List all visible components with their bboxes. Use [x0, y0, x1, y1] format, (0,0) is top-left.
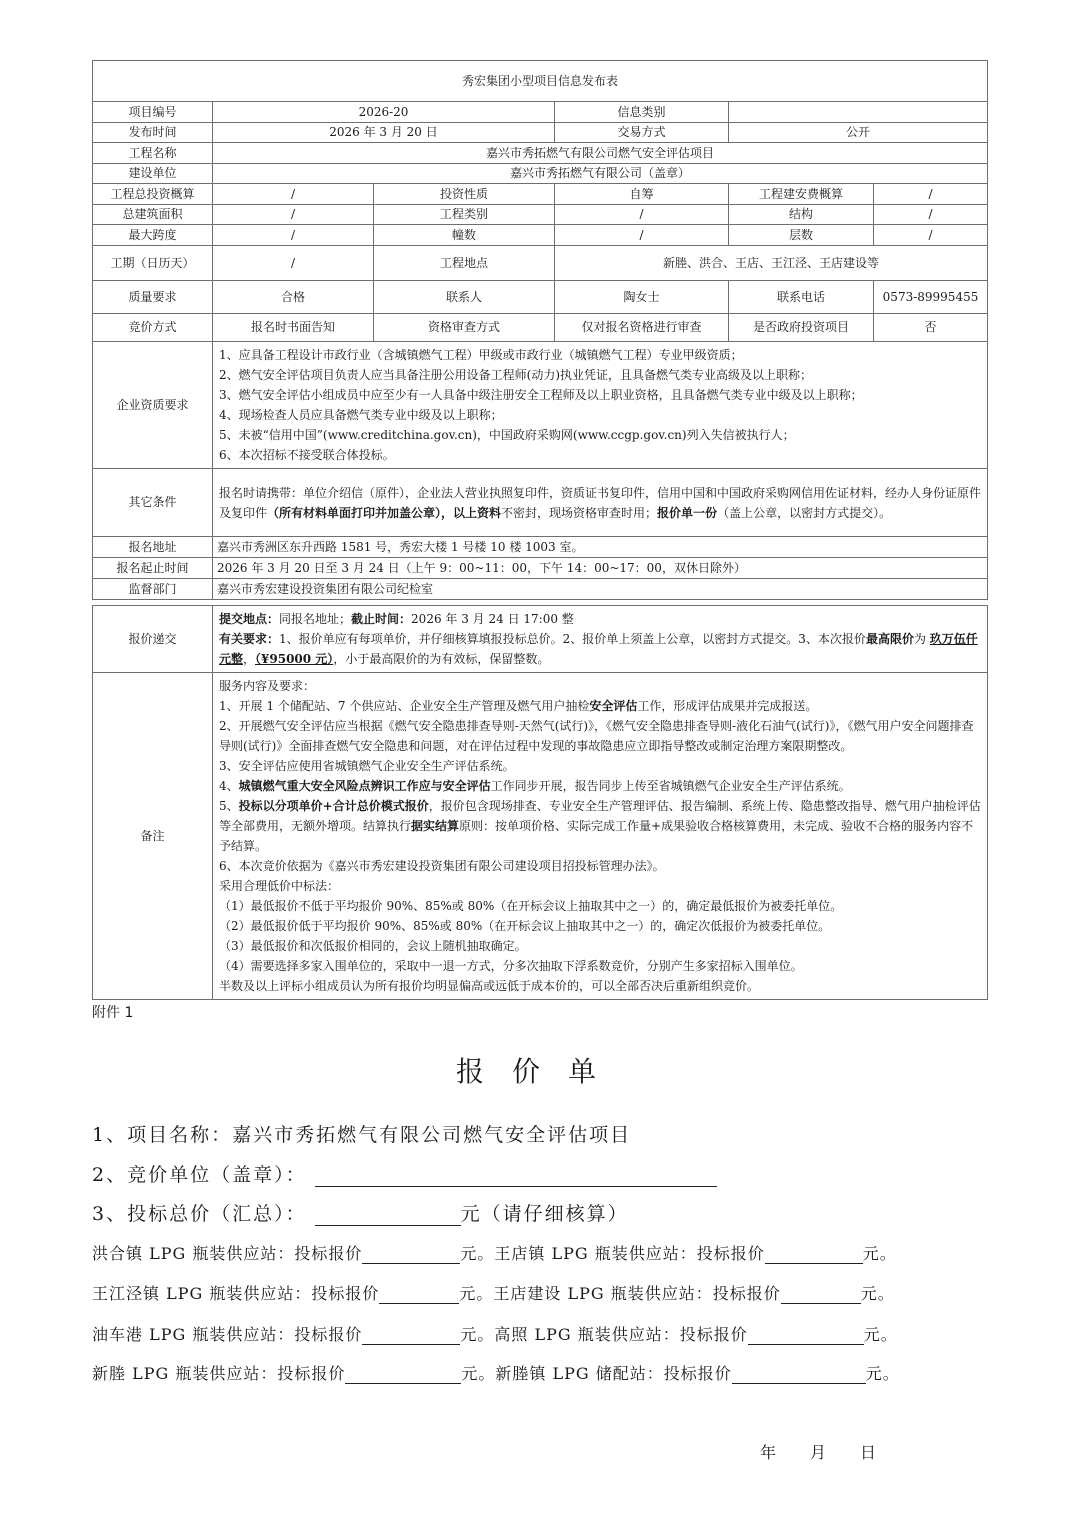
item-bidder: [92, 1160, 717, 1187]
review-label: 资格审查方式: [374, 314, 555, 342]
date-month: 月: [810, 1443, 827, 1462]
item-project-name: 1、项目名称：嘉兴市秀拓燃气有限公司燃气安全评估项目: [92, 1124, 632, 1146]
project-name-label: 工程名称: [93, 143, 213, 164]
qualification-item: 4、现场检查人员应具备燃气类专业中级及以上职称；: [219, 408, 503, 422]
yuan-label: 元。: [860, 1284, 895, 1303]
date-line: [760, 1440, 910, 1463]
date-day: 日: [860, 1443, 877, 1462]
other-text: 报名时请携带：单位介绍信（原件），企业法人营业执照复印件，资质证书复印件，信用中国和中国政府采购网信用佐证材料，经办人身份证原件及复印件: [219, 485, 982, 520]
price-input[interactable]: [379, 1285, 459, 1304]
supervisor-label: 监督部门: [93, 579, 213, 600]
period: /: [213, 246, 374, 281]
floors: /: [874, 225, 988, 246]
place-value: 同报名地址；: [279, 612, 352, 626]
price-label: 投标报价: [311, 1284, 380, 1303]
project-info-table: [92, 60, 988, 600]
station-row: [92, 1241, 897, 1264]
category-label: 工程类别: [374, 205, 555, 225]
period-label: 工期（日历天）: [93, 246, 213, 281]
price-input[interactable]: [781, 1285, 861, 1304]
yuan-label: 元。: [862, 1244, 897, 1263]
item-total-price: [92, 1199, 629, 1226]
max-price-words: 玖万伍仟元整: [219, 632, 978, 666]
qualification-item: 5、未被“信用中国”(www.creditchina.gov.cn)，中国政府采购网(www.ccgp.gov.cn)列入失信被执行人；: [219, 428, 795, 442]
station-name: 王店建设 LPG 瓶装供应站：: [493, 1284, 713, 1303]
contact-label: 联系人: [374, 281, 555, 314]
quality: 合格: [213, 281, 374, 314]
yuan-label: 元。: [460, 1325, 495, 1344]
service-item-5: 5、投标以分项单价+合计总价模式报价，报价包含现场排查、专业安全生产管理评估、报告编制、系统上传、隐患整改指导、燃气用户抽检评估等全部费用，无额外增项。结算执行据实结算原则：按单项价格、实际完成工作量+成果验收合格核算费用，未完成、验收不合格的服务内容不予结算。: [219, 799, 981, 853]
station-name: 新塍 LPG 瓶装供应站：: [92, 1364, 278, 1383]
submit-content: 提交地点：同报名地址；截止时间：2026 年 3 月 24 日 17:00 整 有关要求：1、报价单应有每项单价，并仔细核算填报投标总价。2、报价单上须盖上公章，以密封方式提交。3、本次报价最高限价为 玖万伍仟元整，（¥95000 元），小于最高限价的为有效标，保留整数。: [213, 606, 988, 673]
reg-time: 2026 年 3 月 20 日至 3 月 24 日（上午 9：00~11：00，下午 14：00~17：00，双休日除外）: [213, 558, 988, 579]
station-name: 高照 LPG 瓶装供应站：: [494, 1325, 680, 1344]
remarks-label: 备注: [93, 673, 213, 1000]
buildings-label: 幢数: [374, 225, 555, 246]
other-text: 不密封，现场资格审查时用；: [501, 505, 658, 520]
yuan-label: 元。: [459, 1284, 494, 1303]
project-no: 2026-20: [213, 102, 555, 123]
qualification-list: [213, 342, 988, 469]
info-type: [729, 102, 988, 123]
publish-time-label: 发布时间: [93, 123, 213, 143]
submit-label: 报价递交: [93, 606, 213, 673]
method-item-1: （1）最低报价不低于平均报价 90%、85%或 80%（在开标会议上抽取其中之一）的，确定最低报价为被委托单位。: [219, 899, 843, 913]
yuan-label: 元。: [460, 1244, 495, 1263]
other-conditions: [213, 469, 988, 537]
invest-nature-label: 投资性质: [374, 184, 555, 205]
max-price-pre: 为: [913, 632, 930, 646]
price-input[interactable]: [362, 1326, 460, 1345]
location: 新塍、洪合、王店、王江泾、王店建设等: [555, 246, 988, 281]
qualification-item: 2、燃气安全评估项目负责人应当具备注册公用设备工程师(动力)执业凭证，且具备燃气类专业高级及以上职称；: [219, 368, 813, 382]
structure: /: [874, 205, 988, 225]
floors-label: 层数: [729, 225, 874, 246]
span-label: 最大跨度: [93, 225, 213, 246]
buildings: /: [555, 225, 729, 246]
other-bold: （所有材料单面打印并加盖公章），以上资料: [267, 505, 502, 520]
max-price-post: ，小于最高限价的为有效标，保留整数。: [333, 652, 550, 666]
contact: 陶女士: [555, 281, 729, 314]
reg-time-label: 报名起止时间: [93, 558, 213, 579]
yuan-label: 元。: [863, 1325, 898, 1344]
invest-nature: 自筹: [555, 184, 729, 205]
price-label: 投标报价: [277, 1364, 346, 1383]
quote-form-title: 报价单: [455, 1055, 624, 1088]
construct-fee: /: [874, 184, 988, 205]
price-label: 投标报价: [294, 1244, 363, 1263]
gov: 否: [874, 314, 988, 342]
method-item-2: （2）最低报价低于平均报价 90%、85%或 80%（在开标会议上抽取其中之一）的，确定次低报价为被委托单位。: [219, 919, 831, 933]
price-label: 投标报价: [679, 1325, 748, 1344]
quality-label: 质量要求: [93, 281, 213, 314]
qualification-item: 6、本次招标不接受联合体投标。: [219, 448, 395, 462]
station-name: 王店镇 LPG 瓶装供应站：: [494, 1244, 697, 1263]
construct-fee-label: 工程建安费概算: [729, 184, 874, 205]
station-name: 新塍镇 LPG 储配站：: [495, 1364, 664, 1383]
attachment-label: 附件 1: [92, 1005, 134, 1021]
service-item-6: 6、本次竞价依据为《嘉兴市秀宏建设投资集团有限公司建设项目招投标管理办法》。: [219, 859, 665, 873]
deadline-value: 2026 年 3 月 24 日 17:00 整: [411, 612, 574, 626]
place-label: 提交地点：: [219, 612, 280, 626]
yuan-label: 元。: [461, 1364, 496, 1383]
bidder-label: 2、竞价单位（盖章）：: [92, 1164, 307, 1186]
price-label: 投标报价: [294, 1325, 363, 1344]
info-type-label: 信息类别: [555, 102, 729, 123]
category: /: [555, 205, 729, 225]
price-label: 投标报价: [712, 1284, 781, 1303]
price-label: 投标报价: [696, 1244, 765, 1263]
station-name: 油车港 LPG 瓶装供应站：: [92, 1325, 295, 1344]
price-input[interactable]: [732, 1365, 866, 1384]
project-no-label: 项目编号: [93, 102, 213, 123]
qualification-label: 企业资质要求: [93, 342, 213, 469]
service-heading: 服务内容及要求：: [219, 679, 316, 693]
bid-method: 报名时书面告知: [213, 314, 374, 342]
structure-label: 结构: [729, 205, 874, 225]
service-item-1: 1、开展 1 个储配站、7 个供应站、企业安全生产管理及燃气用户抽检安全评估工作，形成评估成果并完成报送。: [219, 699, 818, 713]
price-input[interactable]: [748, 1326, 864, 1345]
method-item-3: （3）最低报价和次低报价相同的，会议上随机抽取确定。: [219, 939, 527, 953]
bid-method-label: 竞价方式: [93, 314, 213, 342]
area: /: [213, 205, 374, 225]
service-item-4: 4、城镇燃气重大安全风险点辨识工作应与安全评估工作同步开展，报告同步上传至省城镇燃气企业安全生产评估系统。: [219, 779, 851, 793]
builder-label: 建设单位: [93, 164, 213, 184]
publish-time: 2026 年 3 月 20 日: [213, 123, 555, 143]
phone-label: 联系电话: [729, 281, 874, 314]
submission-table: [92, 605, 988, 1000]
method-note: 半数及以上评标小组成员认为所有报价均明显偏高或远低于成本价的，可以全部否决后重新组织竞价。: [219, 979, 760, 993]
deadline-label: 截止时间：: [351, 612, 412, 626]
station-row: [92, 1322, 898, 1345]
gov-label: 是否政府投资项目: [729, 314, 874, 342]
review: 仅对报名资格进行审查: [555, 314, 729, 342]
remarks-content: [213, 673, 988, 1000]
total-price-input[interactable]: [315, 1207, 461, 1226]
supervisor: 嘉兴市秀宏建设投资集团有限公司纪检室: [213, 579, 988, 600]
total-invest-label: 工程总投资概算: [93, 184, 213, 205]
phone: 0573-89995455: [874, 281, 988, 314]
method-item-4: （4）需要选择多家入围单位的，采取中一退一方式，分多次抽取下浮系数竞价，分别产生多家招标入围单位。: [219, 959, 803, 973]
qualification-item: 1、应具备工程设计市政行业（含城镇燃气工程）甲级或市政行业（城镇燃气工程）专业甲级资质；: [219, 348, 743, 362]
trade-mode-label: 交易方式: [555, 123, 729, 143]
price-input[interactable]: [765, 1245, 863, 1264]
requirements-label: 有关要求：: [219, 632, 280, 646]
total-price-suffix: 元（请仔细核算）: [460, 1203, 629, 1225]
service-item-2: 2、开展燃气安全评估应当根据《燃气安全隐患排查导则-天然气(试行)》，《燃气安全隐患排查导则-液化石油气(试行)》，《燃气用户安全问题排查导则(试行)》全面排查燃气安全隐患和问题，对在评估过程中发现的事故隐患应立即指导整改或制定治理方案限期整改。: [219, 719, 974, 753]
table-title: 秀宏集团小型项目信息发布表: [93, 61, 988, 102]
date-year: 年: [760, 1443, 777, 1462]
area-label: 总建筑面积: [93, 205, 213, 225]
other-text: （盖上公章，以密封方式提交）。: [717, 505, 892, 520]
price-input[interactable]: [345, 1365, 461, 1384]
method-heading: 采用合理低价中标法：: [219, 879, 340, 893]
service-item-3: 3、安全评估应使用省城镇燃气企业安全生产评估系统。: [219, 759, 515, 773]
total-invest: /: [213, 184, 374, 205]
reg-addr-label: 报名地址: [93, 537, 213, 558]
location-label: 工程地点: [374, 246, 555, 281]
max-price-number: （¥95000 元）: [255, 652, 334, 666]
span: /: [213, 225, 374, 246]
trade-mode: 公开: [729, 123, 988, 143]
total-price-label: 3、投标总价（汇总）：: [92, 1203, 307, 1225]
reg-addr: 嘉兴市秀洲区东升西路 1581 号，秀宏大楼 1 号楼 10 楼 1003 室。: [213, 537, 988, 558]
yuan-label: 元。: [865, 1364, 900, 1383]
station-name: 洪合镇 LPG 瓶装供应站：: [92, 1244, 295, 1263]
max-price-label: 最高限价: [865, 632, 914, 646]
station-row: [92, 1281, 895, 1304]
builder: 嘉兴市秀拓燃气有限公司（盖章）: [213, 164, 988, 184]
price-input[interactable]: [362, 1245, 460, 1264]
other-bold: 报价单一份: [657, 505, 718, 520]
qualification-item: 3、燃气安全评估小组成员中应至少有一人具备中级注册安全工程师及以上职业资格，且具备燃气类专业中级及以上职称；: [219, 388, 863, 402]
requirements-text: 1、报价单应有每项单价，并仔细核算填报投标总价。2、报价单上须盖上公章，以密封方式提交。3、本次报价: [279, 632, 866, 646]
bidder-input[interactable]: [315, 1168, 717, 1187]
station-row: [92, 1361, 900, 1384]
station-name: 王江泾镇 LPG 瓶装供应站：: [92, 1284, 312, 1303]
price-label: 投标报价: [663, 1364, 732, 1383]
project-name: 嘉兴市秀拓燃气有限公司燃气安全评估项目: [213, 143, 988, 164]
other-label: 其它条件: [93, 469, 213, 537]
